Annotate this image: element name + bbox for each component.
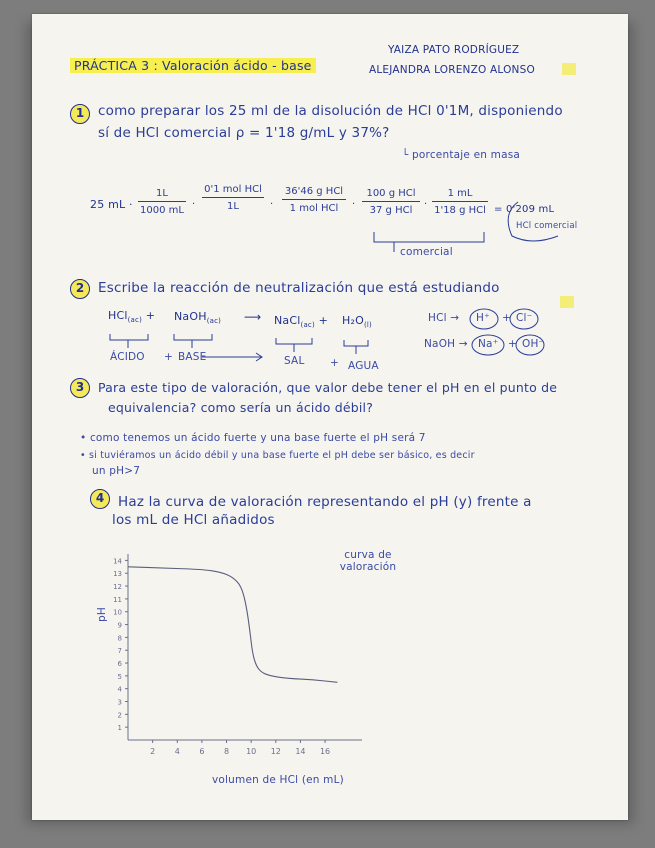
y-tick-label: 7 [117, 647, 122, 656]
question-number-2: 2 [70, 279, 90, 299]
x-tick-label: 4 [174, 747, 180, 756]
author-name-1: YAIZA PATO RODRÍGUEZ [388, 44, 520, 56]
reaction-hcl: HCl$_{(ac)}$ + [108, 309, 156, 325]
calc-result-sub: HCl comercial [516, 221, 578, 231]
ion-plus: + [502, 312, 511, 324]
chart-annotation: curva de valoración [339, 549, 397, 573]
factor-2: 0'1 mol HCl 1L [202, 184, 264, 212]
answer-bullet-2-cont: un pH>7 [92, 465, 141, 477]
question-number-1: 1 [70, 104, 90, 124]
label-plus: + [164, 351, 173, 363]
question-4-line-2: los mL de HCl añadidos [112, 512, 275, 528]
dissociation-naoh: NaOH → [424, 338, 468, 350]
x-tick-label: 2 [150, 747, 156, 756]
reaction-arrow: ⟶ [244, 310, 262, 324]
mass-percent-note: └ porcentaje en masa [402, 149, 521, 161]
y-tick-label: 13 [113, 570, 122, 579]
author-name-2: ALEJANDRA LORENZO ALONSO [369, 64, 535, 76]
label-plus: + [330, 357, 339, 369]
factor-5: 1 mL 1'18 g HCl [432, 188, 488, 216]
y-tick-label: 11 [113, 595, 122, 604]
label-salt: SAL [284, 355, 305, 367]
question-number-3: 3 [70, 378, 90, 398]
y-axis-label: pH [96, 607, 108, 622]
y-tick-label: 9 [117, 621, 122, 630]
calc-result: = 0'209 mL [494, 204, 555, 215]
document-page: PRÁCTICA 3 : Valoración ácido - base YAIZA PATO RODRÍGUEZ ALEJANDRA LORENZO ALONSO 1 como preparar los 25 ml de la disolución de HCl 0'1M, disponiendo sí de HCl comercial ρ = 1'18 g/mL y 37%? └ porcentaje en masa 25 mL · $\frac{1L}{1000 mL}$ · 0'1 mol HCl 1L · 36'46 g HCl 1 mol HCl · 100 g HCl 37 g HCl · 1 mL 1'18 g HCl = 0'209 mL HCl comercial comercial 2 Escribe la reacción de neutralización que está estudiando HCl$_{(ac)}$ + NaOH$_{(ac)}$ ⟶ NaCl$_{(ac)}$ + $H_2O_{(l)}$ ÁCIDO + BASE SAL + AGUA HCl → H⁺ + Cl⁻ NaOH → Na⁺ + OH⁻ 3 Para este tipo de valoración, que valor debe tener el pH en el punto de equivalencia? como sería un ácido débil? • como tenemos un ácido fuerte y una base fuerte el pH será 7 • si tuviéramos un ácido débil y una base fuerte el pH debe ser básico, es decir un pH>7 4 Haz la curva de valoración representando el pH (y) frente a los mL de HCl añadidos 2 4 6 8 10 12 14 16 1 2 3 4 5 6 7 8 9 10 11 12 13 14 curva de valoración volumen de HCl (en mL) pH [32, 14, 628, 820]
reaction-h2o: $H_2O_{(l)}$ [342, 314, 372, 330]
label-acid: ÁCIDO [110, 351, 145, 363]
titration-chart [32, 14, 628, 820]
question-4-line-1: Haz la curva de valoración representando el pH (y) frente a [118, 494, 532, 510]
ion-h-plus: H⁺ [476, 312, 490, 324]
x-tick-label: 10 [246, 747, 257, 756]
factor-3: 36'46 g HCl 1 mol HCl [282, 186, 346, 214]
label-water: AGUA [348, 360, 379, 372]
y-tick-label: 5 [117, 672, 122, 681]
x-tick-label: 14 [295, 747, 306, 756]
x-axis-label: volumen de HCl (en mL) [212, 774, 344, 786]
question-3-line-2: equivalencia? como sería un ácido débil? [108, 400, 374, 415]
x-tick-label: 16 [319, 747, 331, 756]
answer-bullet-2: • si tuviéramos un ácido débil y una base fuerte el pH debe ser básico, es decir [80, 450, 475, 461]
reaction-nacl: NaCl$_{(ac)}$ + [274, 314, 329, 330]
reaction-naoh: NaOH$_{(ac)}$ [174, 310, 222, 326]
y-tick-label: 8 [117, 634, 122, 643]
titration-curve [128, 567, 337, 682]
calc-start: 25 mL · [90, 198, 133, 211]
x-tick-label: 6 [199, 747, 205, 756]
question-number-4: 4 [90, 489, 110, 509]
x-tick-label: 12 [270, 747, 281, 756]
x-tick-label: 8 [223, 747, 230, 756]
dissociation-hcl: HCl → [428, 312, 460, 324]
factor-1: $\frac{1L}{1000 mL}$ [138, 188, 186, 216]
y-tick-label: 2 [117, 711, 122, 720]
ion-na-plus: Na⁺ [478, 338, 499, 350]
practice-title: PRÁCTICA 3 : Valoración ácido - base [70, 58, 316, 73]
ion-cl-minus: Cl⁻ [516, 312, 533, 324]
y-tick-label: 6 [117, 660, 122, 669]
factor-4: 100 g HCl 37 g HCl [362, 188, 420, 216]
label-base: BASE [178, 351, 207, 363]
y-tick-label: 1 [117, 724, 122, 733]
y-tick-label: 12 [113, 583, 122, 592]
ion-plus: + [508, 338, 517, 350]
y-tick-label: 14 [113, 557, 122, 566]
question-3-line-1: Para este tipo de valoración, que valor debe tener el pH en el punto de [98, 380, 558, 395]
y-tick-label: 3 [117, 698, 122, 707]
question-1-line-2: sí de HCl comercial ρ = 1'18 g/mL y 37%? [98, 125, 390, 141]
ion-oh-minus: OH⁻ [522, 338, 545, 350]
answer-bullet-1: • como tenemos un ácido fuerte y una base fuerte el pH será 7 [80, 432, 426, 444]
y-tick-label: 10 [113, 608, 122, 617]
comercial-label: comercial [400, 246, 453, 258]
question-1-line-1: como preparar los 25 ml de la disolución de HCl 0'1M, disponiendo [98, 103, 563, 119]
y-tick-label: 4 [117, 685, 122, 694]
question-2-text: Escribe la reacción de neutralización que está estudiando [98, 280, 500, 296]
